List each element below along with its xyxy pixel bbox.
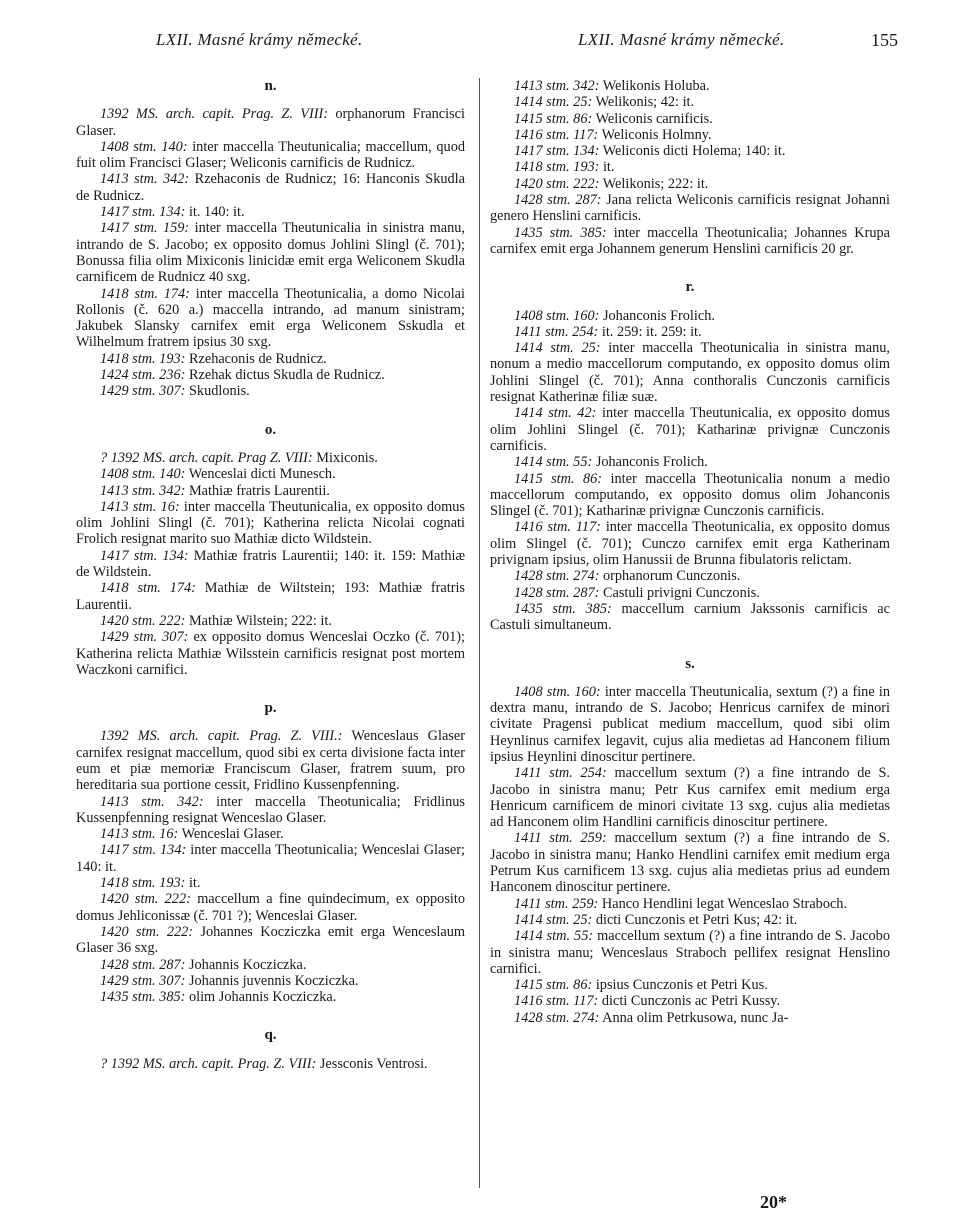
entry-text: Rzehaconis de Rudnicz. bbox=[185, 350, 327, 367]
entry bbox=[76, 580, 465, 613]
entry-text: inter maccella Theotunicalia; Wenceslai Glaser; 140: it. bbox=[76, 842, 465, 875]
entry-text: Johanconis Frolich. bbox=[592, 454, 708, 471]
entry-text: Welikonis; 42: it. bbox=[592, 94, 695, 111]
entry-text: inter maccella Theotunicalia, a domo Nicolai Rollonis (č. 620 a.) maccella intrando, ad manum sinistram; Jakubek Slansky carnifex emit erga Weliconem Sskudla et Wilhelmum fratrem ipsius 30 sxg. bbox=[76, 285, 465, 351]
entry-text: dicti Cunczonis et Petri Kus; 42: it. bbox=[592, 911, 798, 928]
entry bbox=[76, 466, 465, 482]
entry-reference: 1411 stm. 259: bbox=[514, 830, 607, 847]
entry-text: Rzehaconis de Rudnicz; 16: Hanconis Skudla de Rudnicz. bbox=[76, 171, 466, 204]
entry-text: Weliconis carnificis. bbox=[592, 110, 713, 127]
entry-text: ex opposito domus Wenceslai Oczko (č. 701); Katherina relicta Mathiæ Wilsstein carnificis resignat post mortem Waczkoni carnifici. bbox=[76, 629, 465, 678]
entry bbox=[490, 340, 890, 405]
entry-text: Mathiæ de Wiltstein; 193: Mathiæ fratris Laurentii. bbox=[76, 580, 465, 613]
entry bbox=[76, 450, 465, 466]
entry bbox=[490, 308, 890, 324]
entry bbox=[76, 989, 465, 1005]
entry-reference: 1413 stm. 16: bbox=[100, 498, 180, 515]
entry bbox=[76, 826, 465, 842]
entry-text: maccellum sextum (?) a fine intrando de S. Jacobo in sinistra manu; Hanko Hendlini carnifex emit medium erga Petrum Kus carnificem 13 sxg. cujus alia medietas prius ad eundem Hanconem dinoscitur pertinere. bbox=[490, 830, 890, 896]
entry bbox=[76, 613, 465, 629]
entry bbox=[490, 977, 890, 993]
entry bbox=[490, 405, 890, 454]
entry bbox=[76, 220, 465, 285]
entry-text: dicti Cunczonis ac Petri Kussy. bbox=[598, 993, 781, 1010]
header-left-title: LXII. Masné krámy německé. bbox=[156, 30, 363, 49]
entry-text: inter maccella Theutunicalia, sextum (?) a fine in dextra manu, intrando de S. Jacobo; Henricus carnifex de minori civitate Pragensi publicat medium maccellum, quod sibi olim Heynlinus carnifex legavit, cujus alia medietas ad Hanconem filium ipsius Heynlini dinoscitur pertinere. bbox=[490, 683, 890, 765]
entry-text: inter maccella Theutunicalia in sinistra manu, intrando de S. Jacobo; ex opposito domus Johlini Slingl (č. 701); Bonussa filia olim Mixiconis linicidæ emit erga Weliconem Skudla carnificem de Rudnicz 40 sxg. bbox=[76, 220, 465, 286]
entry-text: Jana relicta Weliconis carnificis resignat Johanni genero Henslini carnificis. bbox=[490, 192, 890, 225]
entry bbox=[490, 519, 890, 568]
entry-reference: 1413 stm. 342: bbox=[100, 793, 204, 810]
section-heading: r. bbox=[685, 279, 695, 296]
entry-reference: 1429 stm. 307: bbox=[100, 972, 186, 989]
entry-text: orphanorum Francisci Glaser. bbox=[76, 106, 465, 139]
entry-text: Anna olim Petrkusowa, nunc Ja- bbox=[599, 1009, 789, 1026]
entry-reference: 1417 stm. 134: bbox=[100, 842, 187, 859]
entry-text: Castuli privigni Cunczonis. bbox=[599, 584, 760, 601]
entry-text: Skudlonis. bbox=[185, 383, 250, 400]
entry-reference: 1392 MS. arch. capit. Prag. Z. VIII: bbox=[100, 106, 329, 123]
entry bbox=[490, 94, 890, 110]
entry bbox=[490, 585, 890, 601]
entry-text: it. bbox=[599, 159, 615, 176]
entry-reference: ? 1392 MS. arch. capit. Prag. Z. VIII: bbox=[100, 1055, 317, 1072]
entry-text: Mathiæ Wilstein; 222: it. bbox=[185, 612, 332, 629]
entry-text: Hanco Hendlini legat Wenceslao Straboch. bbox=[598, 895, 848, 912]
entry-reference: 1414 stm. 55: bbox=[514, 454, 593, 471]
entry bbox=[76, 973, 465, 989]
entry-reference: 1435 stm. 385: bbox=[514, 600, 612, 617]
entry-reference: 1416 stm. 117: bbox=[514, 126, 599, 143]
entry-text: Johannis juvennis Kocziczka. bbox=[185, 972, 359, 989]
entry bbox=[490, 912, 890, 928]
entry-reference: 1435 stm. 385: bbox=[100, 989, 186, 1006]
entry-text: it. 259: it. 259: it. bbox=[598, 323, 702, 340]
entry-text: inter maccella Theotunicalia nonum a medio maccellorum computando, ex opposito domus olim Johanconis Slingel (č. 701); Katharinæ privignæ Cunczonis carnificis. bbox=[490, 470, 890, 520]
entry-reference: 1416 stm. 117: bbox=[514, 993, 599, 1010]
entry bbox=[76, 351, 465, 367]
entry-reference: ? 1392 MS. arch. capit. Prag Z. VIII: bbox=[100, 449, 313, 466]
section-heading: q. bbox=[264, 1027, 277, 1044]
entry-text: Wenceslai Glaser. bbox=[178, 826, 284, 843]
entry-reference: 1418 stm. 193: bbox=[514, 159, 600, 176]
entry bbox=[490, 192, 890, 225]
entry-reference: 1416 stm. 117: bbox=[514, 519, 601, 536]
entry-text: Rzehak dictus Skudla de Rudnicz. bbox=[185, 367, 385, 384]
entry bbox=[76, 875, 465, 891]
entry-text: inter maccella Theotunicalia in sinistra manu, nonum a medio maccellorum computando, ex opposito domus olim Johlini Slingel (č. 701); Anna conthoralis Cunczonis carnificis resignat Katherinæ filiæ suæ. bbox=[490, 340, 890, 406]
entry-reference: 1420 stm. 222: bbox=[100, 612, 186, 629]
entry bbox=[490, 324, 890, 340]
entry bbox=[490, 471, 890, 520]
signature-mark: 20* bbox=[760, 1192, 787, 1212]
entry-reference: 1413 stm. 342: bbox=[514, 78, 600, 94]
entry bbox=[490, 684, 890, 765]
entry-text: ipsius Cunczonis et Petri Kus. bbox=[592, 977, 768, 994]
entry bbox=[490, 830, 890, 895]
section-heading: p. bbox=[264, 700, 277, 717]
section-heading: o. bbox=[264, 421, 277, 438]
entry bbox=[490, 78, 890, 94]
entry-reference: 1411 stm. 254: bbox=[514, 765, 607, 782]
entry-text: inter maccella Theutunicalia, ex opposito domus olim Johlini Slingl (č. 701); Katherina relicta Nicolai cognati Frolich resignat marito suo Mathiæ dicto Wildstein. bbox=[76, 498, 465, 548]
entry-reference: 1428 stm. 287: bbox=[514, 192, 602, 209]
entry-reference: 1413 stm. 342: bbox=[100, 171, 190, 188]
entry-text: it. bbox=[185, 875, 201, 892]
entry bbox=[76, 383, 465, 399]
entry-text: Welikonis; 222: it. bbox=[599, 175, 709, 192]
entry-reference: 1418 stm. 174: bbox=[100, 285, 190, 302]
entry bbox=[76, 794, 465, 827]
entry bbox=[490, 928, 890, 977]
page-number: 155 bbox=[871, 30, 898, 50]
entry-text: Mathiæ fratris Laurentii. bbox=[185, 482, 330, 499]
column-divider bbox=[479, 78, 480, 1188]
entry-text: orphanorum Cunczonis. bbox=[599, 568, 741, 585]
entry bbox=[76, 204, 465, 220]
entry bbox=[76, 367, 465, 383]
entry bbox=[490, 176, 890, 192]
entry-reference: 1414 stm. 25: bbox=[514, 340, 601, 357]
entry bbox=[76, 728, 465, 793]
entry-reference: 1414 stm. 25: bbox=[514, 94, 593, 111]
entry bbox=[490, 127, 890, 143]
entry-reference: 1408 stm. 140: bbox=[100, 138, 188, 155]
entry-text: Johannis Kocziczka. bbox=[185, 956, 307, 973]
section-heading: s. bbox=[685, 655, 695, 672]
entry-reference: 1417 stm. 159: bbox=[100, 220, 190, 237]
entry-reference: 1415 stm. 86: bbox=[514, 470, 603, 487]
entry-reference: 1414 stm. 42: bbox=[514, 405, 597, 422]
entry-text: Johanconis Frolich. bbox=[599, 307, 715, 324]
entry bbox=[76, 842, 465, 875]
entry-text: Johannes Kocziczka emit erga Wenceslaum Glaser 36 sxg. bbox=[76, 923, 465, 957]
entry-reference: 1429 stm. 307: bbox=[100, 629, 189, 646]
entry-text: Mathiæ fratris Laurentii; 140: it. 159: Mathiæ de Wildstein. bbox=[76, 547, 465, 581]
entry bbox=[490, 454, 890, 470]
section-heading: n. bbox=[264, 78, 277, 94]
entry-text: maccellum sextum (?) a fine intrando de S. Jacobo in sinistra manu; Wenceslaus Straboch pellifex resignat Henslino carnifici. bbox=[490, 928, 890, 977]
entry-reference: 1418 stm. 193: bbox=[100, 350, 186, 367]
entry bbox=[76, 106, 465, 139]
entry bbox=[76, 924, 465, 957]
entry-text: Welikonis Holuba. bbox=[599, 78, 710, 94]
entry-text: maccellum sextum (?) a fine intrando de S. Jacobo in sinistra manu; Petr Kus carnifex emit medium erga Henricum carnificem de minori civitate 13 sxg. cujus alia medietas ad Hanconem olim Handlini carnificis dinoscitur pertinere. bbox=[490, 765, 890, 831]
entry-reference: 1428 stm. 287: bbox=[514, 584, 600, 601]
entry-text: Weliconis dicti Holema; 140: it. bbox=[599, 143, 786, 160]
entry bbox=[76, 957, 465, 973]
entry bbox=[490, 568, 890, 584]
entry-text: inter maccella Theutunicalia, ex opposito domus olim Johlini Slingel (č. 701); Katharinæ privignæ Cunczonis carnificis. bbox=[490, 405, 890, 454]
entry-text: inter maccella Theutunicalia; maccellum, quod fuit olim Francisci Glaser; Weliconis carnificis de Rudnicz. bbox=[76, 138, 465, 172]
entry-text: olim Johannis Kocziczka. bbox=[185, 989, 337, 1006]
entry-reference: 1392 MS. arch. capit. Prag. Z. VIII.: bbox=[100, 728, 343, 745]
entry bbox=[76, 891, 465, 924]
entry bbox=[76, 483, 465, 499]
entry-reference: 1420 stm. 222: bbox=[100, 891, 191, 908]
entry bbox=[76, 171, 465, 204]
entry bbox=[490, 765, 890, 830]
entry bbox=[76, 1056, 465, 1072]
entry-text: inter maccella Theotunicalia; Johannes Krupa carnifex emit erga Johannem generum Henslini carnificis 20 gr. bbox=[490, 224, 890, 257]
entry-reference: 1414 stm. 55: bbox=[514, 928, 594, 945]
entry-reference: 1417 stm. 134: bbox=[514, 143, 600, 160]
entry bbox=[490, 143, 890, 159]
entry-reference: 1417 stm. 134: bbox=[100, 547, 189, 564]
entry bbox=[490, 111, 890, 127]
entry-reference: 1428 stm. 274: bbox=[514, 1009, 600, 1026]
entry-text: Wenceslai dicti Munesch. bbox=[185, 466, 336, 483]
entry-reference: 1417 stm. 134: bbox=[100, 204, 186, 221]
entry-reference: 1413 stm. 16: bbox=[100, 826, 179, 843]
left-column bbox=[76, 78, 465, 1072]
entry-text: inter maccella Theotunicalia; Fridlinus Kussenpfenning resignat Wenceslao Glaser. bbox=[76, 793, 465, 826]
entry-text: Mixiconis. bbox=[312, 449, 378, 466]
entry-text: maccellum carnium Jakssonis carnificis ac Castuli simultaneum. bbox=[490, 600, 890, 634]
right-column bbox=[490, 78, 890, 1026]
entry bbox=[76, 548, 465, 581]
entry-reference: 1413 stm. 342: bbox=[100, 482, 186, 499]
entry-reference: 1420 stm. 222: bbox=[100, 923, 194, 940]
entry-reference: 1429 stm. 307: bbox=[100, 383, 186, 400]
entry-reference: 1415 stm. 86: bbox=[514, 110, 593, 127]
running-header bbox=[78, 30, 898, 56]
entry-reference: 1411 stm. 254: bbox=[514, 323, 599, 340]
entry-reference: 1428 stm. 274: bbox=[514, 568, 600, 585]
entry bbox=[490, 159, 890, 175]
entry-reference: 1415 stm. 86: bbox=[514, 977, 593, 994]
entry bbox=[490, 993, 890, 1009]
entry-reference: 1411 stm. 259: bbox=[514, 895, 599, 912]
entry-text: maccellum a fine quindecimum, ex opposito domus Jehliconissæ (č. 701 ?); Wenceslai Glaser. bbox=[76, 891, 465, 924]
entry bbox=[490, 601, 890, 634]
entry-reference: 1414 stm. 25: bbox=[514, 911, 593, 928]
entry bbox=[76, 286, 465, 351]
entry-reference: 1435 stm. 385: bbox=[514, 224, 607, 241]
entry-reference: 1408 stm. 160: bbox=[514, 307, 600, 324]
entry-reference: 1420 stm. 222: bbox=[514, 175, 600, 192]
entry bbox=[76, 499, 465, 548]
entry bbox=[490, 896, 890, 912]
entry bbox=[490, 225, 890, 258]
entry-text: Weliconis Holmny. bbox=[598, 126, 712, 143]
header-right-title: LXII. Masné krámy německé. bbox=[578, 30, 785, 49]
entry-text: inter maccella Theotunicalia, ex opposito domus olim Slingel (č. 701); Cunczo carnifex emit erga Katherinam privignam ipsius, olim Hanussii de Brunna fibulatoris relictam. bbox=[490, 519, 890, 569]
entry bbox=[490, 1010, 890, 1026]
entry-reference: 1418 stm. 174: bbox=[100, 580, 196, 597]
entry-text: it. 140: it. bbox=[185, 204, 245, 221]
entry-reference: 1418 stm. 193: bbox=[100, 875, 186, 892]
entry-reference: 1408 stm. 160: bbox=[514, 683, 601, 700]
entry-reference: 1408 stm. 140: bbox=[100, 466, 186, 483]
entry bbox=[76, 629, 465, 678]
entry bbox=[76, 139, 465, 172]
entry-reference: 1428 stm. 287: bbox=[100, 956, 186, 973]
entry-reference: 1424 stm. 236: bbox=[100, 367, 186, 384]
entry-text: Wenceslaus Glaser carnifex resignat maccellum, quod sibi ex certa divisione facta inter eum et piæ memoriæ Franciscum Glaser, fratrem suum, pro hereditaria sua portione cessit, Fridlino Kussenpfenning. bbox=[76, 728, 465, 794]
entry-text: Jessconis Ventrosi. bbox=[316, 1055, 428, 1072]
